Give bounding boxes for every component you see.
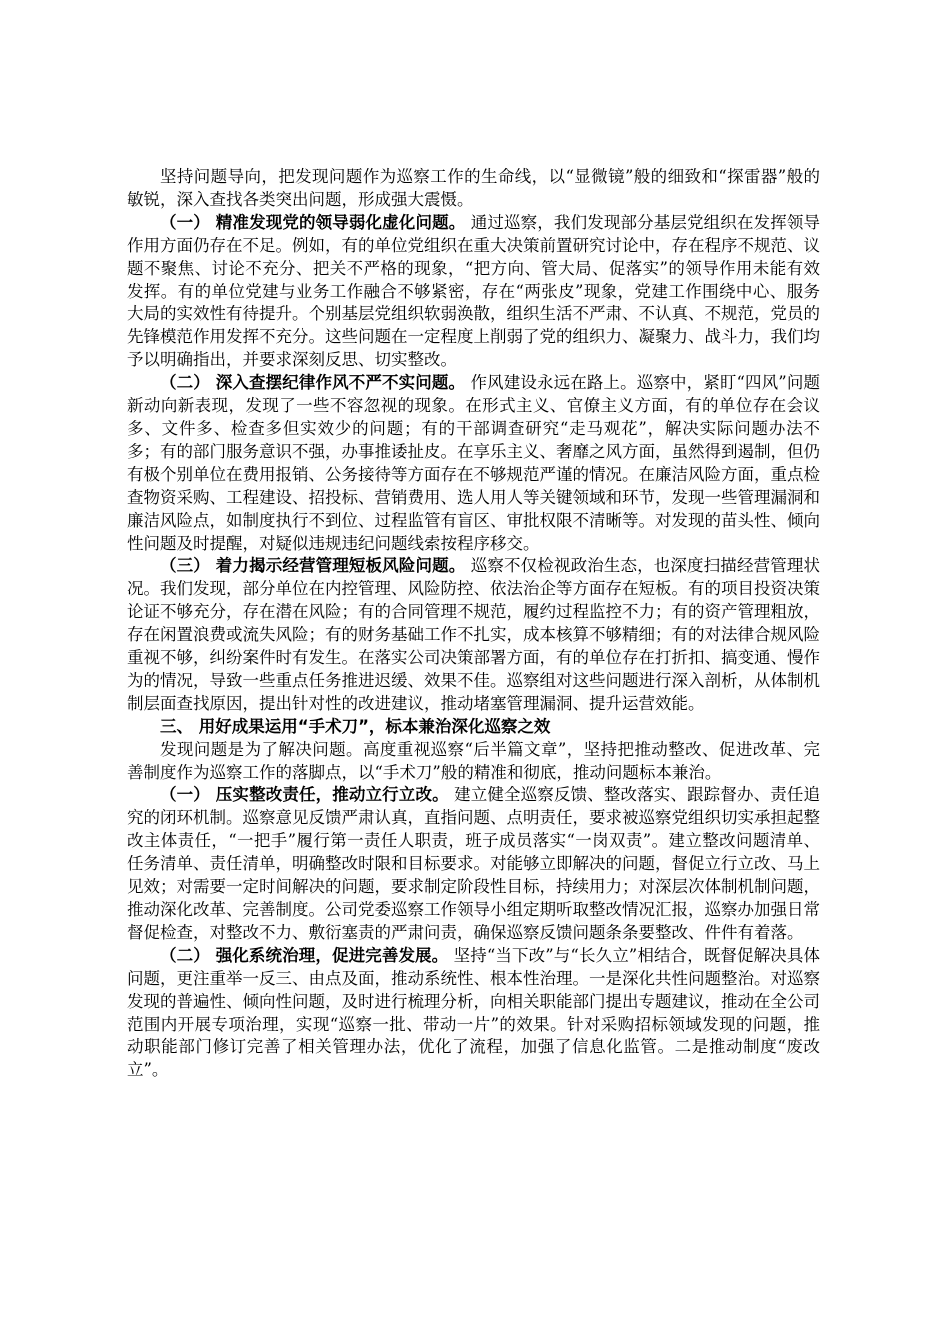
- intro-paragraph: 坚持问题导向，把发现问题作为巡察工作的生命线，以“显微镜”般的细致和“探雷器”般的敏锐，深入查找各类突出问题，形成强大震慑。: [127, 167, 820, 209]
- chapter-intro-3: 发现问题是为了解决问题。高度重视巡察“后半篇文章”，坚持把推动整改、促进改革、完善制度作为巡察工作的落脚点，以“手术刀”般的精准和彻底，推动问题标本兼治。: [127, 739, 820, 782]
- section-body-4: 建立健全巡察反馈、整改落实、跟踪督办、责任追究的闭环机制。巡察意见反馈严肃认真，直指问题、点明责任，要求被巡察党组织切实承担起整改主体责任，“一把手”履行第一责任人职责，班子成员落实“一岗双责”。建立整改问题清单、任务清单、责任清单，明确整改时限和目标要求。对能够立即解决的问题，督促立行立改、马上见效；对需要一定时间解决的问题，要求制定阶段性目标，持续用力；对深层次体制机制问题，推动深化改革、完善制度。公司党委巡察工作领导小组定期听取整改情况汇报，巡察办加强日常督促检查，对整改不力、敷衍塞责的严肃问责，确保巡察反馈问题条条要整改、件件有着落。: [127, 785, 821, 942]
- chapter-heading-3: 三、 用好成果运用“手术刀”，标本兼治深化巡察之效: [160, 716, 551, 736]
- section-paragraph-3: [127, 555, 820, 715]
- section-lead-5: （二） 强化系统治理，促进完善发展。: [160, 945, 449, 965]
- section-body-3: 巡察不仅检视政治生态，也深度扫描经营管理状况。我们发现，部分单位在内控管理、风险防控、依法治企等方面存在短板。有的项目投资决策论证不够充分，存在潜在风险；有的合同管理不规范，履约过程监控不力；有的资产管理粗放，存在闲置浪费或流失风险；有的财务基础工作不扎实，成本核算不够精细；有的对法律合规风险重视不够，纠纷案件时有发生。在落实公司决策部署方面，有的单位存在打折扣、搞变通、慢作为的情况，导致一些重点任务推进迟缓、效果不佳。巡察组对这些问题进行深入剖析，从体制机制层面查找原因，提出针对性的改进建议，推动堵塞管理漏洞、提升运营效能。: [127, 556, 820, 713]
- section-lead-2: （二） 深入查摆纪律作风不严不实问题。: [160, 373, 466, 393]
- section-lead-1: （一） 精准发现党的领导弱化虚化问题。: [160, 212, 466, 232]
- document-body: [127, 166, 820, 1082]
- section-paragraph-1: [127, 212, 820, 372]
- section-body-5: 坚持“当下改”与“长久立”相结合，既督促解决具体问题，更注重举一反三、由点及面，推动系统性、根本性治理。一是深化共性问题整治。对巡察发现的普遍性、倾向性问题，及时进行梳理分析，向相关职能部门提出专题建议，推动在全公司范围内开展专项治理，实现“巡察一批、带动一片”的效果。针对采购招标领域发现的问题，推动职能部门修订完善了相关管理办法，优化了流程，加强了信息化监管。二是推动制度“废改立”。: [127, 945, 820, 1080]
- section-body-1: 通过巡察，我们发现部分基层党组织在发挥领导作用方面仍存在不足。例如，有的单位党组织在重大决策前置研究讨论中，存在程序不规范、议题不聚焦、讨论不充分、把关不严格的现象，“把方向、管大局、促落实”的领导作用未能有效发挥。有的单位党建与业务工作融合不够紧密，存在“两张皮”现象，党建工作围绕中心、服务大局的实效性有待提升。个别基层党组织软弱涣散，组织生活不严肃、不认真、不规范，党员的先锋模范作用发挥不充分。这些问题在一定程度上削弱了党的组织力、凝聚力、战斗力，我们均予以明确指出，并要求深刻反思、切实整改。: [127, 212, 820, 370]
- section-paragraph-5: [127, 945, 820, 1082]
- section-paragraph-4: [127, 784, 820, 944]
- section-body-2: 作风建设永远在路上。巡察中，紧盯“四风”问题新动向新表现，发现了一些不容忽视的现象。在形式主义、官僚主义方面，有的单位存在会议多、文件多、检查多但实效少的问题；有的干部调查研究“走马观花”，解决实际问题办法不多；有的部门服务意识不强，办事推诿扯皮。在享乐主义、奢靡之风方面，虽然得到遏制，但仍有极个别单位在费用报销、公务接待等方面存在不够规范严谨的情况。在廉洁风险方面，重点检查物资采购、工程建设、招投标、营销费用、选人用人等关键领域和环节，发现一些管理漏洞和廉洁风险点，如制度执行不到位、过程监管有盲区、审批权限不清晰等。对发现的苗头性、倾向性问题及时提醒，对疑似违规违纪问题线索按程序移交。: [127, 373, 820, 553]
- section-lead-4: （一） 压实整改责任，推动立行立改。: [160, 785, 449, 805]
- section-lead-3: （三） 着力揭示经营管理短板风险问题。: [160, 556, 466, 576]
- section-paragraph-2: [127, 372, 820, 555]
